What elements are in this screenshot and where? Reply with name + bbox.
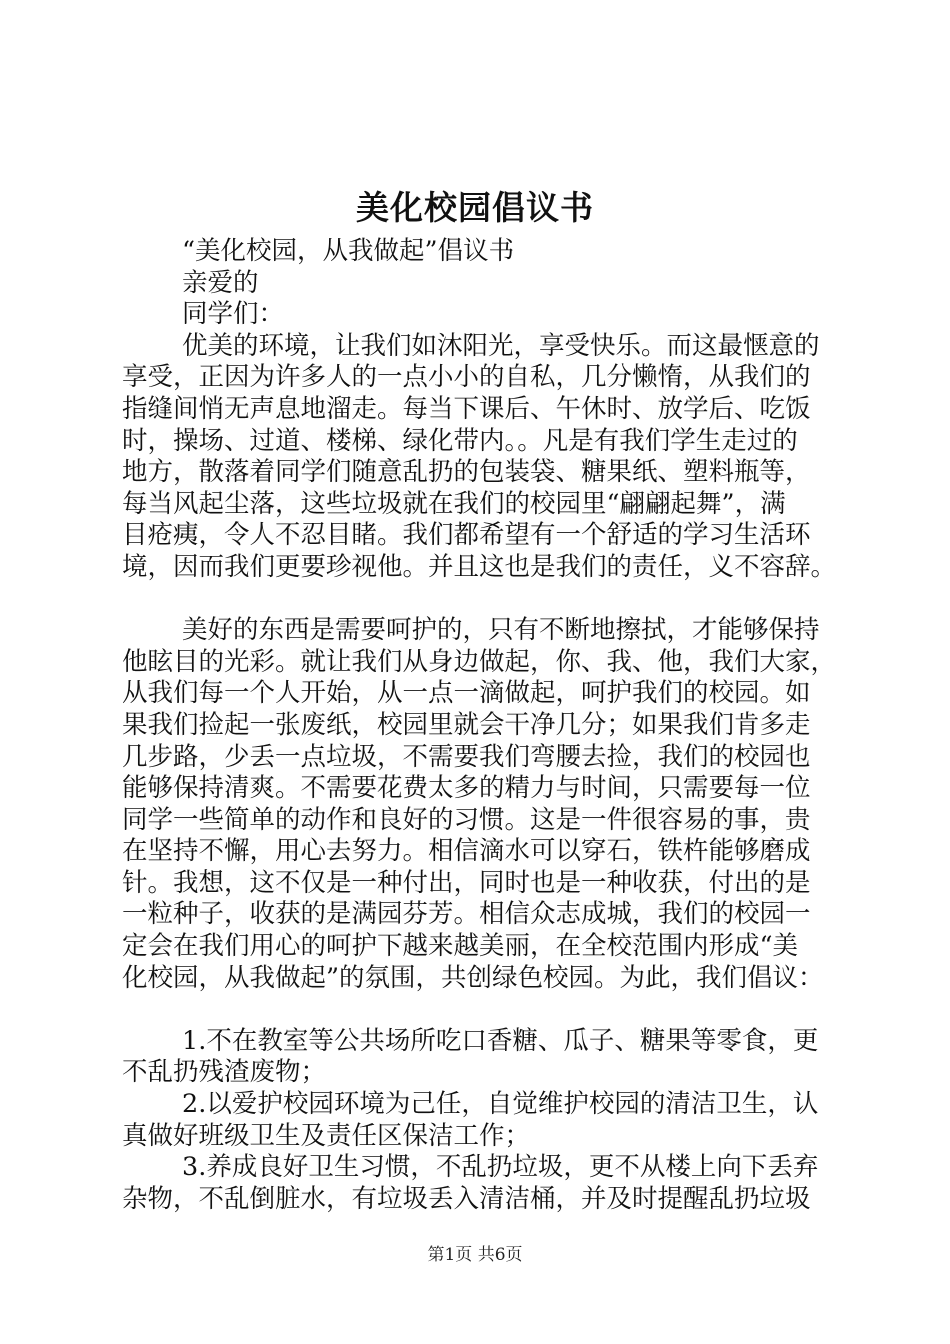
page-number: 第1页 共6页 xyxy=(427,1245,523,1265)
document-body xyxy=(122,236,850,1215)
paragraph-line: 他眩目的光彩。就让我们从身边做起，你、我、他，我们大家， xyxy=(122,646,837,677)
paragraph-line: 定会在我们用心的呵护下越来越美丽，在全校范围内形成“美 xyxy=(122,931,799,962)
greeting-line: 亲爱的 xyxy=(182,267,259,298)
proposal-item xyxy=(122,1026,850,1089)
paragraph-line: 目疮痍，令人不忍目睹。我们都希望有一个舒适的学习生活环 xyxy=(122,520,811,551)
paragraph-spacer xyxy=(122,584,850,616)
paragraph-spacer xyxy=(122,994,850,1026)
paragraph-line: 美好的东西是需要呵护的，只有不断地擦拭，才能够保持 xyxy=(182,615,820,646)
proposal-line: 3.养成良好卫生习惯，不乱扔垃圾，更不从楼上向下丢弃 xyxy=(182,1152,819,1183)
paragraph-line: 能够保持清爽。不需要花费太多的精力与时间，只需要每一位 xyxy=(122,773,811,804)
paragraph-line: 同学一些简单的动作和良好的习惯。这是一件很容易的事，贵 xyxy=(122,804,811,835)
subtitle: “美化校园，从我做起”倡议书 xyxy=(182,236,515,266)
paragraph-line: 享受，正因为许多人的一点小小的自私，几分懒惰，从我们的 xyxy=(122,362,811,393)
paragraph-line: 一粒种子，收获的是满园芬芳。相信众志成城，我们的校园一 xyxy=(122,899,811,930)
greeting-line: 同学们： xyxy=(182,299,285,330)
paragraph-line: 指缝间悄无声息地溜走。每当下课后、午休时、放学后、吃饭 xyxy=(122,393,811,424)
proposal-item xyxy=(122,1089,850,1152)
proposal-list xyxy=(122,1026,850,1216)
proposal-line: 2.以爱护校园环境为己任，自觉维护校园的清洁卫生，认 xyxy=(182,1089,819,1120)
paragraph-line: 针。我想，这不仅是一种付出，同时也是一种收获，付出的是 xyxy=(122,867,811,898)
paragraph-line: 境，因而我们更要珍视他。并且这也是我们的责任，义不容辞。 xyxy=(122,551,837,582)
proposal-line: 不乱扔残渣废物； xyxy=(122,1057,327,1088)
paragraph-line: 优美的环境，让我们如沐阳光，享受快乐。而这最惬意的 xyxy=(182,330,820,361)
paragraph-line: 几步路，少丢一点垃圾，不需要我们弯腰去捡，我们的校园也 xyxy=(122,741,811,772)
proposal-item xyxy=(122,1152,850,1215)
paragraph-line: 在坚持不懈，用心去努力。相信滴水可以穿石，铁杵能够磨成 xyxy=(122,836,811,867)
paragraph-line: 从我们每一个人开始，从一点一滴做起，呵护我们的校园。如 xyxy=(122,678,811,709)
paragraph-line: 果我们捡起一张废纸，校园里就会干净几分；如果我们肯多走 xyxy=(122,709,811,740)
paragraph-1 xyxy=(122,331,850,584)
paragraph-line: 化校园，从我做起”的氛围，共创绿色校园。为此，我们倡议： xyxy=(122,962,824,993)
paragraph-2 xyxy=(122,615,850,994)
proposal-line: 1.不在教室等公共场所吃口香糖、瓜子、糖果等零食，更 xyxy=(182,1025,819,1056)
paragraph-line: 每当风起尘落，这些垃圾就在我们的校园里“翩翩起舞”，满 xyxy=(122,488,786,519)
paragraph-line: 地方，散落着同学们随意乱扔的包装袋、糖果纸、塑料瓶等， xyxy=(122,457,811,488)
proposal-line: 真做好班级卫生及责任区保洁工作； xyxy=(122,1120,531,1151)
document-title: 美化校园倡议书 xyxy=(356,188,594,227)
paragraph-line: 时，操场、过道、楼梯、绿化带内。。凡是有我们学生走过的 xyxy=(122,425,798,456)
proposal-line: 杂物，不乱倒脏水，有垃圾丢入清洁桶，并及时提醒乱扔垃圾 xyxy=(122,1183,811,1214)
